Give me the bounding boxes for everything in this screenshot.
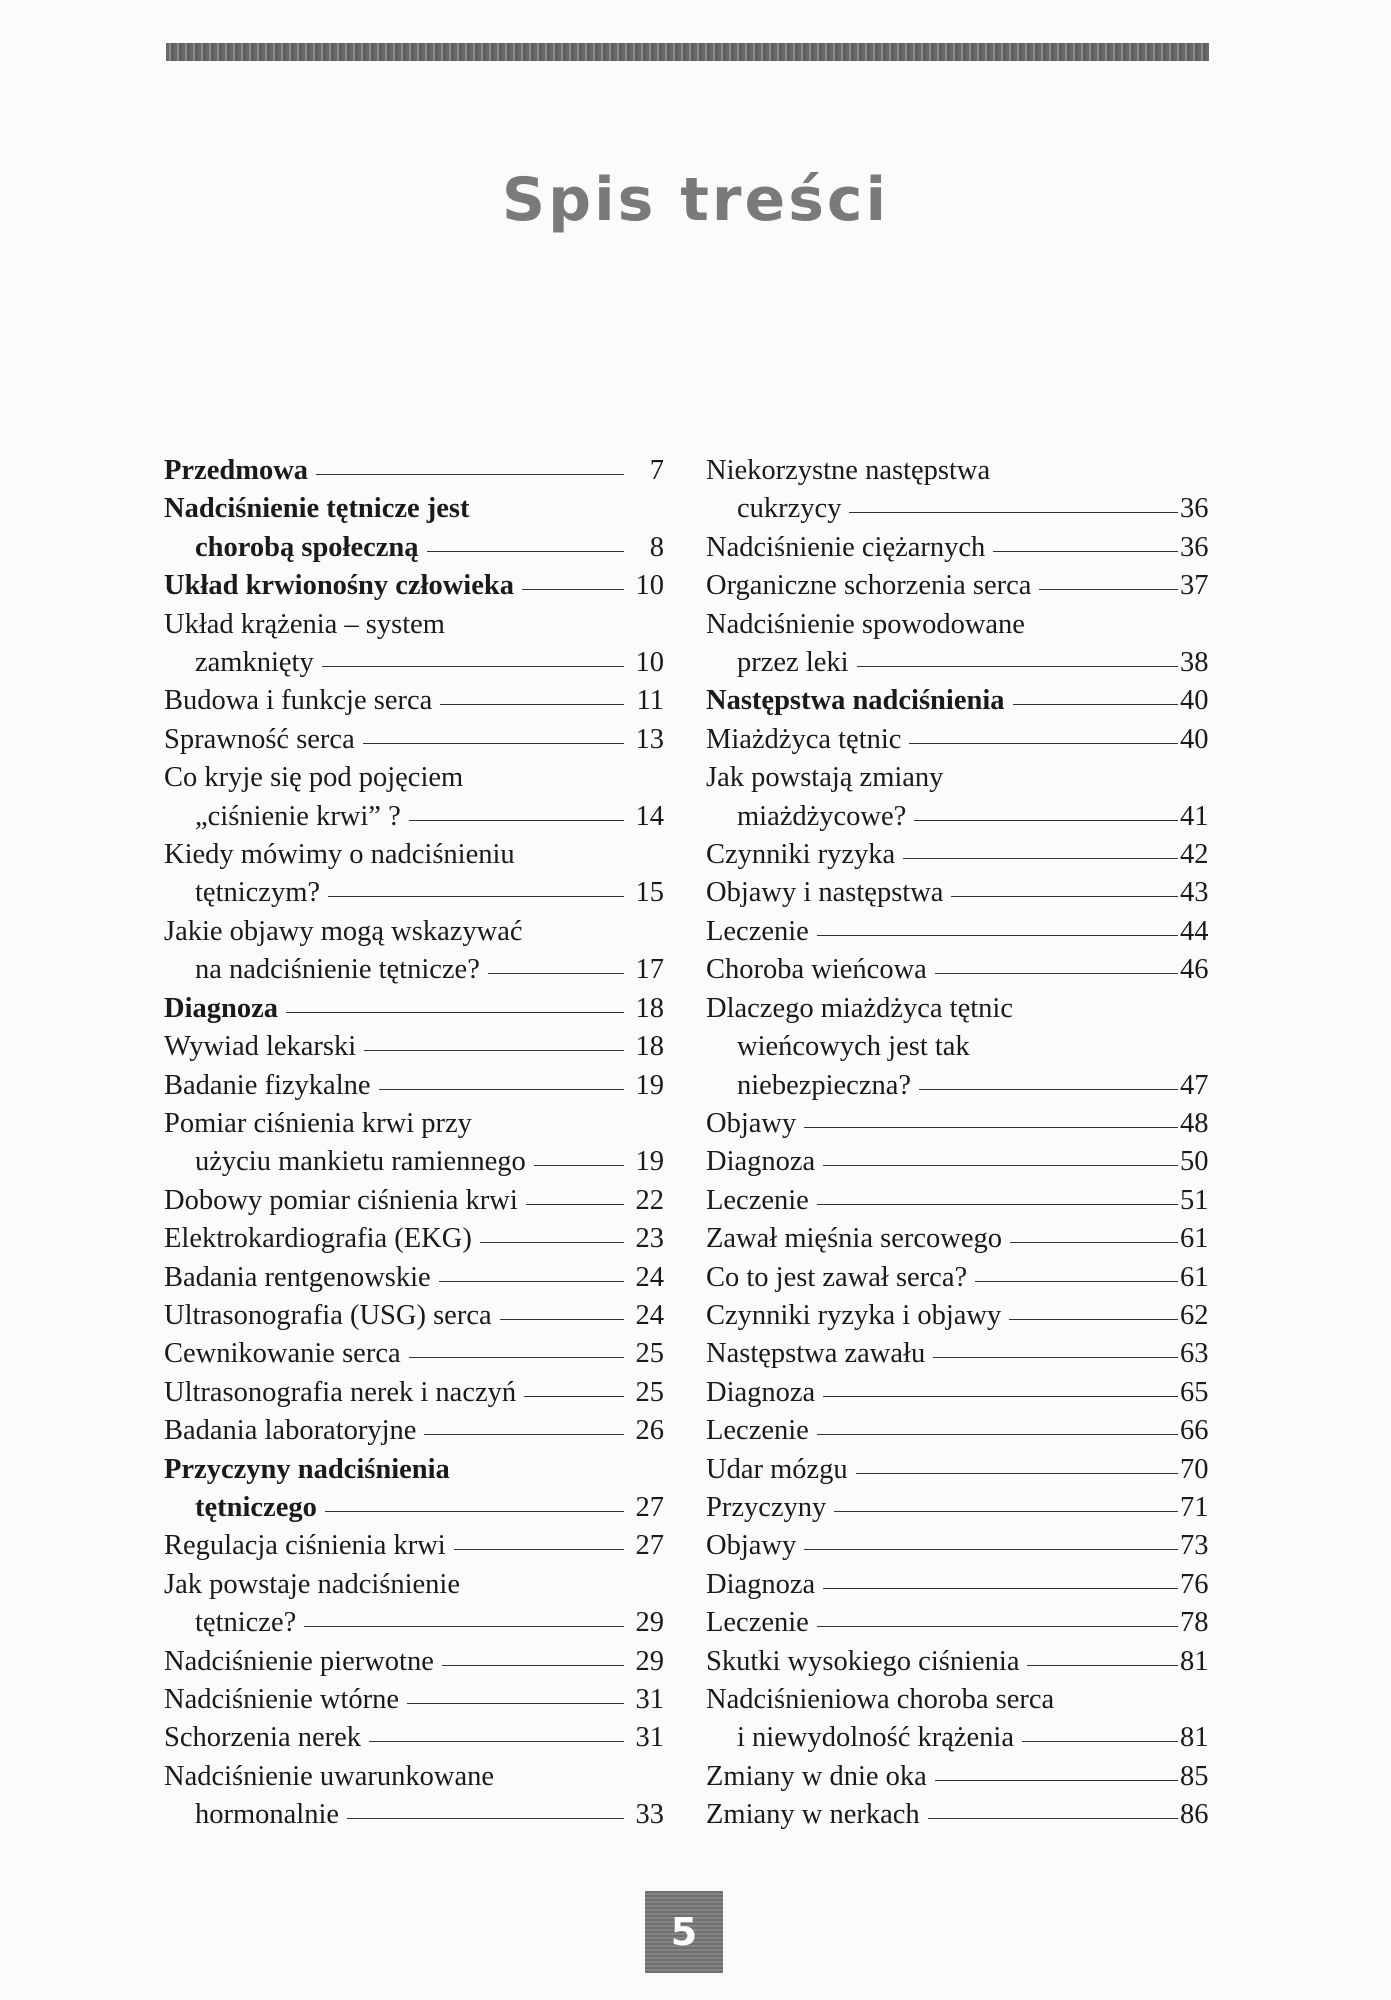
toc-leader-line [424,1434,624,1435]
toc-entry [164,1182,664,1220]
toc-entry-page: 61 [1180,1261,1209,1293]
toc-entry-text: „ciśnienie krwi” ? [195,800,401,832]
toc-entry [164,606,664,683]
toc-leader-line [823,1165,1178,1166]
toc-leader-line [322,666,624,667]
toc-entry [164,1297,664,1335]
toc-entry [164,759,664,836]
toc-leader-line [804,1549,1178,1550]
toc-entry-page: 65 [1180,1376,1209,1408]
toc-entry-text: Jak powstaje nadciśnienie [164,1568,460,1600]
toc-entry-text: Ultrasonografia (USG) serca [164,1299,492,1331]
toc-leader-line [427,551,624,552]
toc-entry-page: 81 [1180,1722,1209,1754]
toc-entry [164,1681,664,1719]
toc-leader-line [407,1703,624,1704]
toc-entry-text: Niekorzystne następstwa [706,455,991,486]
toc-entry-text: Schorzenia nerek [164,1722,362,1754]
toc-entry [164,490,664,567]
toc-leader-line [480,1242,624,1243]
toc-entry-page: 18 [635,992,664,1024]
toc-entry [164,1566,664,1643]
toc-entry-text: przez leki [737,647,849,679]
toc-entry-page: 25 [635,1376,664,1408]
toc-entry-page: 76 [1180,1568,1209,1600]
toc-entry-page: 48 [1180,1107,1209,1139]
toc-entry-text: Jak powstają zmiany [706,762,944,794]
toc-entry-text: Kiedy mówimy o nadciśnieniu [164,839,515,871]
toc-entry [706,1796,1214,1834]
toc-entry [164,913,664,990]
page-number: 5 [645,1891,723,1973]
toc-entry-page: 43 [1180,877,1209,909]
toc-entry-text: użyciu mankietu ramiennego [195,1146,526,1178]
toc-entry-text: Objawy i następstwa [706,877,944,909]
toc-leader-line [488,973,624,974]
toc-left-column [164,452,664,1835]
toc-leader-line [909,743,1178,744]
toc-entry-text: Pomiar ciśnienia krwi przy [164,1107,472,1139]
toc-entry [706,874,1214,912]
toc-entry [706,1297,1214,1335]
toc-entry-text: Objawy [706,1107,797,1139]
toc-entry-text: Diagnoza [164,992,278,1024]
toc-entry-page: 86 [1180,1799,1209,1831]
toc-entry [706,1451,1214,1489]
toc-leader-line [328,896,624,897]
toc-entry-text: Układ krwionośny człowieka [164,570,514,602]
toc-leader-line [409,1357,624,1358]
toc-entry [164,836,664,913]
toc-entry-text: Cewnikowanie serca [164,1338,401,1370]
toc-entry-text: Jakie objawy mogą wskazywać [164,915,523,947]
toc-leader-line [1039,589,1178,590]
toc-entry-text: Nadciśnienie wtórne [164,1684,400,1715]
toc-entry-text: Dlaczego miażdżyca tętnic [706,992,1013,1024]
toc-leader-line [286,1012,624,1013]
toc-entry-page: 51 [1180,1184,1209,1216]
toc-entry-text: Przedmowa [164,455,309,486]
toc-entry-page: 19 [635,1069,664,1101]
toc-entry-page: 14 [635,800,664,832]
toc-entry [706,1566,1214,1604]
toc-entry-text: tętniczym? [195,877,321,909]
toc-leader-line [316,474,624,475]
toc-leader-line [1027,1665,1178,1666]
toc-leader-line [817,1434,1178,1435]
toc-entry [706,682,1214,720]
toc-entry [706,452,1214,529]
toc-entry-text: Badania rentgenowskie [164,1261,431,1293]
toc-leader-line [935,1780,1178,1781]
toc-entry-page: 36 [1180,531,1209,563]
toc-entry [164,1374,664,1412]
toc-leader-line [524,1396,624,1397]
toc-entry-page: 70 [1180,1453,1209,1485]
toc-entry-page: 18 [635,1031,664,1063]
toc-leader-line [914,820,1178,821]
toc-entry-page: 40 [1180,723,1209,755]
toc-entry [164,682,664,720]
toc-entry-text: Diagnoza [706,1146,816,1178]
toc-entry-page: 7 [649,455,664,486]
toc-entry [706,1758,1214,1796]
toc-entry-text: hormonalnie [195,1799,340,1831]
toc-entry [706,721,1214,759]
toc-entry-page: 27 [635,1530,664,1562]
toc-entry-text: tętnicze? [195,1607,297,1639]
toc-entry [706,1681,1214,1758]
toc-entry-text: Nadciśnienie tętnicze jest [164,493,470,525]
toc-entry [706,1220,1214,1258]
toc-leader-line [823,1588,1178,1589]
toc-leader-line [857,666,1178,667]
toc-entry-text: Diagnoza [706,1568,816,1600]
toc-entry [706,1489,1214,1527]
toc-entry-page: 10 [635,647,664,679]
toc-entry-text: Zmiany w dnie oka [706,1760,927,1792]
toc-entry-text: miażdżycowe? [737,800,907,832]
toc-entry-text: Czynniki ryzyka [706,839,896,871]
toc-entry-page: 23 [635,1223,664,1255]
toc-entry-page: 38 [1180,647,1209,679]
toc-leader-line [325,1511,624,1512]
toc-entry-text: Leczenie [706,1607,809,1639]
toc-entry-page: 31 [635,1722,664,1754]
toc-entry [706,1527,1214,1565]
toc-leader-line [304,1626,624,1627]
toc-entry-text: Leczenie [706,1415,809,1447]
toc-leader-line [363,743,624,744]
toc-entry-page: 10 [635,570,664,602]
toc-entry-text: cukrzycy [737,493,842,525]
toc-entry-text: Zmiany w nerkach [706,1799,920,1831]
toc-entry-text: Nadciśnieniowa choroba serca [706,1684,1055,1715]
toc-entry-text: Diagnoza [706,1376,816,1408]
toc-entry [706,1143,1214,1181]
toc-entry [164,1067,664,1105]
toc-leader-line [817,1204,1178,1205]
toc-entry-page: 61 [1180,1223,1209,1255]
toc-entry-text: Badanie fizykalne [164,1069,371,1101]
toc-entry-page: 19 [635,1146,664,1178]
toc-entry-page: 81 [1180,1645,1209,1677]
toc-entry [164,1758,664,1835]
toc-entry-page: 22 [635,1184,664,1216]
toc-leader-line [804,1127,1178,1128]
toc-entry-page: 44 [1180,915,1209,947]
toc-entry-text: zamknięty [195,647,314,679]
toc-entry-text: Co kryje się pod pojęciem [164,762,464,794]
toc-leader-line [951,896,1178,897]
toc-entry-page: 33 [635,1799,664,1831]
toc-entry-text: Nadciśnienie spowodowane [706,608,1025,640]
toc-entry-text: Ultrasonografia nerek i naczyń [164,1376,517,1408]
toc-leader-line [439,1281,624,1282]
toc-entry [706,1604,1214,1642]
toc-leader-line [903,858,1178,859]
toc-entry-text: Wywiad lekarski [164,1031,357,1063]
toc-leader-line [347,1818,624,1819]
toc-leader-line [1013,704,1179,705]
toc-leader-line [454,1549,624,1550]
toc-entry-text: Dobowy pomiar ciśnienia krwi [164,1184,518,1216]
toc-entry-text: Przyczyny nadciśnienia [164,1453,450,1485]
toc-entry-text: Leczenie [706,1184,809,1216]
toc-entry-text: Nadciśnienie uwarunkowane [164,1760,495,1792]
toc-entry [164,1643,664,1681]
toc-leader-line [928,1818,1178,1819]
toc-entry-page: 62 [1180,1299,1209,1331]
toc-entry [164,1412,664,1450]
toc-entry [164,567,664,605]
toc-entry-page: 31 [635,1684,664,1715]
toc-entry-text: Organiczne schorzenia serca [706,570,1032,602]
toc-entry-page: 42 [1180,839,1209,871]
toc-leader-line [1009,1319,1178,1320]
toc-leader-line [500,1319,624,1320]
toc-entry-text: Zawał mięśnia sercowego [706,1223,1002,1255]
toc-entry [164,1028,664,1066]
toc-entry-text: Leczenie [706,915,809,947]
toc-entry-text: Udar mózgu [706,1453,848,1485]
toc-leader-line [534,1165,624,1166]
toc-entry-text: Regulacja ciśnienia krwi [164,1530,446,1562]
toc-entry-page: 26 [635,1415,664,1447]
toc-leader-line [442,1665,624,1666]
toc-entry [164,1451,664,1528]
toc-entry-page: 37 [1180,570,1209,602]
toc-entry [706,606,1214,683]
toc-entry [706,1105,1214,1143]
toc-entry-page: 50 [1180,1146,1209,1178]
toc-entry-text: Następstwa zawału [706,1338,926,1370]
toc-entry [706,567,1214,605]
toc-entry-text: Badania laboratoryjne [164,1415,417,1447]
toc-entry-page: 29 [635,1645,664,1677]
toc-entry-page: 85 [1180,1760,1209,1792]
toc-entry-text: Sprawność serca [164,723,355,755]
toc-entry-text: na nadciśnienie tętnicze? [195,954,480,986]
toc-entry-page: 66 [1180,1415,1209,1447]
toc-entry-page: 24 [635,1261,664,1293]
toc-entry [164,1220,664,1258]
toc-entry [706,759,1214,836]
toc-entry-text: Miażdżyca tętnic [706,723,902,755]
toc-entry-text: tętniczego [195,1491,317,1523]
toc-entry-text: wieńcowych jest tak [737,1031,970,1063]
toc-entry [164,1335,664,1373]
toc-leader-line [849,512,1178,513]
toc-entry-page: 40 [1180,685,1209,717]
toc-entry [164,721,664,759]
toc-entry-page: 47 [1180,1069,1209,1101]
toc-entry-text: niebezpieczna? [737,1069,912,1101]
toc-entry [706,1412,1214,1450]
toc-entry-text: i niewydolność krążenia [737,1722,1014,1754]
toc-leader-line [369,1741,624,1742]
page-title: Spis treści [501,165,890,235]
toc-entry-text: Czynniki ryzyka i objawy [706,1299,1002,1331]
toc-entry-text: Objawy [706,1530,797,1562]
toc-leader-line [379,1089,624,1090]
toc-entry-page: 41 [1180,800,1209,832]
toc-leader-line [526,1204,624,1205]
toc-entry-page: 17 [635,954,664,986]
toc-entry [164,1527,664,1565]
toc-entry-text: Układ krążenia – system [164,608,445,640]
toc-entry-text: Budowa i funkcje serca [164,685,433,717]
toc-entry [706,1335,1214,1373]
toc-entry [706,1643,1214,1681]
toc-entry-page: 13 [635,723,664,755]
toc-entry [706,913,1214,951]
toc-leader-line [919,1089,1178,1090]
toc-leader-line [364,1050,624,1051]
toc-entry [706,836,1214,874]
toc-entry [164,1105,664,1182]
toc-entry-page: 8 [649,531,664,563]
toc-leader-line [440,704,624,705]
toc-entry [706,529,1214,567]
toc-entry-page: 29 [635,1607,664,1639]
toc-entry-page: 78 [1180,1607,1209,1639]
toc-entry [164,452,664,490]
toc-leader-line [817,935,1178,936]
toc-entry [706,1182,1214,1220]
toc-leader-line [1022,1741,1178,1742]
toc-entry-page: 11 [636,685,664,717]
toc-entry-text: Przyczyny [706,1491,827,1523]
toc-leader-line [834,1511,1178,1512]
toc-leader-line [823,1396,1178,1397]
top-decorative-bar [166,43,1209,61]
toc-leader-line [817,1626,1178,1627]
toc-entry-page: 46 [1180,954,1209,986]
toc-entry-text: Co to jest zawał serca? [706,1261,968,1293]
toc-entry [164,990,664,1028]
toc-leader-line [935,973,1178,974]
toc-entry-page: 71 [1180,1491,1209,1523]
toc-right-column [706,452,1214,1835]
toc-entry-page: 27 [635,1491,664,1523]
toc-leader-line [409,820,624,821]
toc-entry-text: Skutki wysokiego ciśnienia [706,1645,1020,1677]
toc-entry-page: 24 [635,1299,664,1331]
toc-entry [706,1374,1214,1412]
toc-entry [706,1259,1214,1297]
toc-leader-line [933,1357,1178,1358]
toc-entry-text: Nadciśnienie pierwotne [164,1645,434,1677]
toc-entry-text: Elektrokardiografia (EKG) [164,1223,472,1255]
toc-leader-line [522,589,624,590]
toc-entry-page: 15 [635,877,664,909]
toc-entry-page: 73 [1180,1530,1209,1562]
toc-entry-page: 36 [1180,493,1209,525]
toc-leader-line [975,1281,1178,1282]
toc-entry-text: Następstwa nadciśnienia [706,685,1005,717]
toc-entry [706,951,1214,989]
toc-entry-page: 25 [635,1338,664,1370]
toc-entry-text: chorobą społeczną [195,531,419,563]
toc-entry [706,990,1214,1105]
toc-leader-line [1010,1242,1178,1243]
toc-leader-line [993,551,1178,552]
toc-entry-text: Choroba wieńcowa [706,954,927,986]
toc-entry [164,1719,664,1757]
toc-leader-line [856,1473,1178,1474]
toc-entry [164,1259,664,1297]
toc-entry-text: Nadciśnienie ciężarnych [706,531,986,563]
toc-entry-page: 63 [1180,1338,1209,1370]
